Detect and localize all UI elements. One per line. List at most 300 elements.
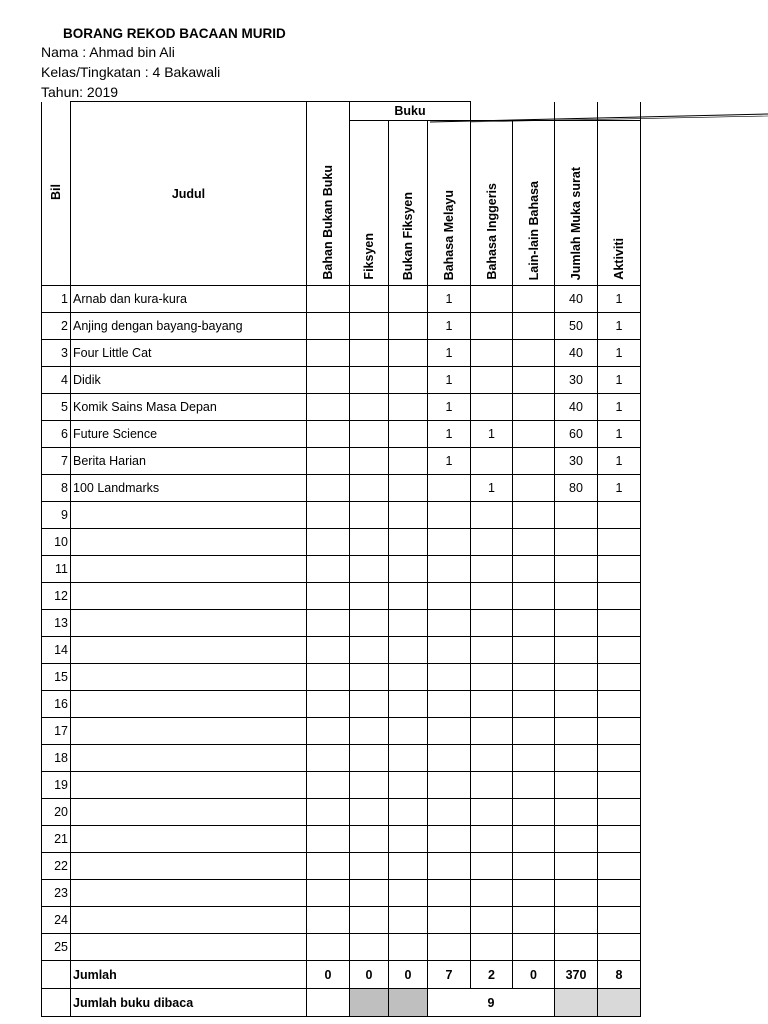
row-bukan-fiksyen bbox=[389, 610, 428, 637]
row-bahan bbox=[307, 853, 350, 880]
row-fiksyen bbox=[350, 799, 389, 826]
row-fiksyen bbox=[350, 421, 389, 448]
row-bil: 6 bbox=[42, 421, 71, 448]
row-judul bbox=[71, 529, 307, 556]
table-row bbox=[42, 286, 641, 313]
row-lain bbox=[513, 826, 555, 853]
row-inggeris bbox=[471, 313, 513, 340]
row-fiksyen bbox=[350, 529, 389, 556]
col-muka-header: Jumlah Muka surat bbox=[555, 121, 598, 286]
row-lain bbox=[513, 718, 555, 745]
table-row bbox=[42, 745, 641, 772]
jumlah-aktiviti: 8 bbox=[598, 961, 641, 989]
row-inggeris bbox=[471, 556, 513, 583]
jumlah-blank bbox=[42, 961, 71, 989]
row-judul bbox=[71, 502, 307, 529]
row-fiksyen bbox=[350, 340, 389, 367]
row-lain bbox=[513, 502, 555, 529]
row-bil: 21 bbox=[42, 826, 71, 853]
table-row bbox=[42, 772, 641, 799]
row-judul bbox=[71, 610, 307, 637]
table-row bbox=[42, 313, 641, 340]
row-fiksyen bbox=[350, 367, 389, 394]
row-bahan bbox=[307, 799, 350, 826]
row-inggeris bbox=[471, 502, 513, 529]
row-bukan-fiksyen bbox=[389, 691, 428, 718]
dibaca-blank bbox=[42, 989, 71, 1017]
row-bil: 16 bbox=[42, 691, 71, 718]
jumlah-bukan-fiksyen: 0 bbox=[389, 961, 428, 989]
table-row bbox=[42, 448, 641, 475]
row-bahan bbox=[307, 610, 350, 637]
row-inggeris bbox=[471, 340, 513, 367]
row-inggeris bbox=[471, 907, 513, 934]
row-melayu bbox=[428, 934, 471, 961]
row-inggeris bbox=[471, 529, 513, 556]
row-bil: 14 bbox=[42, 637, 71, 664]
row-lain bbox=[513, 286, 555, 313]
row-muka bbox=[555, 934, 598, 961]
row-bukan-fiksyen bbox=[389, 718, 428, 745]
row-melayu bbox=[428, 880, 471, 907]
row-melayu bbox=[428, 664, 471, 691]
row-judul: Komik Sains Masa Depan bbox=[71, 394, 307, 421]
row-aktiviti: 1 bbox=[598, 421, 641, 448]
row-muka: 60 bbox=[555, 421, 598, 448]
table-row bbox=[42, 637, 641, 664]
row-bahan bbox=[307, 313, 350, 340]
col-melayu-header: Bahasa Melayu bbox=[428, 121, 471, 286]
row-lain bbox=[513, 907, 555, 934]
row-muka bbox=[555, 610, 598, 637]
row-melayu bbox=[428, 853, 471, 880]
row-fiksyen bbox=[350, 934, 389, 961]
row-melayu bbox=[428, 556, 471, 583]
row-lain bbox=[513, 340, 555, 367]
row-bil: 2 bbox=[42, 313, 71, 340]
row-lain bbox=[513, 691, 555, 718]
row-aktiviti: 1 bbox=[598, 367, 641, 394]
row-judul bbox=[71, 583, 307, 610]
row-inggeris bbox=[471, 367, 513, 394]
row-bukan-fiksyen bbox=[389, 340, 428, 367]
row-melayu bbox=[428, 718, 471, 745]
row-fiksyen bbox=[350, 718, 389, 745]
row-muka: 40 bbox=[555, 340, 598, 367]
table-row bbox=[42, 691, 641, 718]
table-body bbox=[42, 286, 641, 961]
row-aktiviti bbox=[598, 772, 641, 799]
table-row bbox=[42, 340, 641, 367]
row-melayu bbox=[428, 772, 471, 799]
row-inggeris bbox=[471, 664, 513, 691]
row-inggeris bbox=[471, 448, 513, 475]
row-aktiviti bbox=[598, 556, 641, 583]
row-fiksyen bbox=[350, 880, 389, 907]
row-lain bbox=[513, 394, 555, 421]
row-bil: 24 bbox=[42, 907, 71, 934]
row-bahan bbox=[307, 907, 350, 934]
row-fiksyen bbox=[350, 313, 389, 340]
row-lain bbox=[513, 313, 555, 340]
col-fiksyen-header: Fiksyen bbox=[350, 121, 389, 286]
row-fiksyen bbox=[350, 691, 389, 718]
row-inggeris bbox=[471, 718, 513, 745]
row-muka bbox=[555, 529, 598, 556]
col-bil-header: Bil bbox=[42, 102, 71, 286]
row-muka bbox=[555, 853, 598, 880]
row-aktiviti bbox=[598, 610, 641, 637]
row-lain bbox=[513, 880, 555, 907]
row-bahan bbox=[307, 475, 350, 502]
row-fiksyen bbox=[350, 664, 389, 691]
table-row bbox=[42, 529, 641, 556]
row-melayu bbox=[428, 691, 471, 718]
jumlah-melayu: 7 bbox=[428, 961, 471, 989]
row-judul: Four Little Cat bbox=[71, 340, 307, 367]
row-bil: 7 bbox=[42, 448, 71, 475]
row-lain bbox=[513, 475, 555, 502]
row-muka bbox=[555, 826, 598, 853]
row-melayu bbox=[428, 583, 471, 610]
row-muka bbox=[555, 745, 598, 772]
row-judul: 100 Landmarks bbox=[71, 475, 307, 502]
student-name: Nama : Ahmad bin Ali bbox=[41, 44, 175, 60]
row-judul: Didik bbox=[71, 367, 307, 394]
row-inggeris bbox=[471, 394, 513, 421]
row-bahan bbox=[307, 286, 350, 313]
row-bil: 17 bbox=[42, 718, 71, 745]
row-judul bbox=[71, 853, 307, 880]
group-spacer-3 bbox=[598, 102, 641, 121]
row-lain bbox=[513, 583, 555, 610]
row-fiksyen bbox=[350, 475, 389, 502]
row-bukan-fiksyen bbox=[389, 313, 428, 340]
table-row bbox=[42, 610, 641, 637]
dibaca-bukan-fiksyen-shaded bbox=[389, 989, 428, 1017]
table-row bbox=[42, 502, 641, 529]
table-row bbox=[42, 475, 641, 502]
row-judul bbox=[71, 637, 307, 664]
row-bil: 4 bbox=[42, 367, 71, 394]
col-inggeris-header: Bahasa Inggeris bbox=[471, 121, 513, 286]
row-aktiviti bbox=[598, 637, 641, 664]
jumlah-inggeris: 2 bbox=[471, 961, 513, 989]
row-inggeris bbox=[471, 610, 513, 637]
row-bil: 3 bbox=[42, 340, 71, 367]
row-aktiviti bbox=[598, 718, 641, 745]
row-bukan-fiksyen bbox=[389, 880, 428, 907]
row-muka bbox=[555, 502, 598, 529]
row-lain bbox=[513, 367, 555, 394]
row-bil: 13 bbox=[42, 610, 71, 637]
row-judul bbox=[71, 934, 307, 961]
table-row bbox=[42, 367, 641, 394]
row-bukan-fiksyen bbox=[389, 448, 428, 475]
row-judul bbox=[71, 826, 307, 853]
row-fiksyen bbox=[350, 853, 389, 880]
row-fiksyen bbox=[350, 583, 389, 610]
row-melayu bbox=[428, 610, 471, 637]
row-melayu bbox=[428, 745, 471, 772]
row-bil: 15 bbox=[42, 664, 71, 691]
row-lain bbox=[513, 421, 555, 448]
row-muka bbox=[555, 718, 598, 745]
table-row bbox=[42, 421, 641, 448]
row-aktiviti: 1 bbox=[598, 313, 641, 340]
row-fiksyen bbox=[350, 907, 389, 934]
row-bukan-fiksyen bbox=[389, 367, 428, 394]
row-inggeris bbox=[471, 826, 513, 853]
row-aktiviti: 1 bbox=[598, 286, 641, 313]
row-melayu: 1 bbox=[428, 421, 471, 448]
jumlah-bahan: 0 bbox=[307, 961, 350, 989]
row-muka: 30 bbox=[555, 448, 598, 475]
row-bahan bbox=[307, 340, 350, 367]
row-aktiviti bbox=[598, 853, 641, 880]
row-bukan-fiksyen bbox=[389, 475, 428, 502]
row-bukan-fiksyen bbox=[389, 934, 428, 961]
row-bil: 1 bbox=[42, 286, 71, 313]
table-row bbox=[42, 556, 641, 583]
row-melayu bbox=[428, 502, 471, 529]
row-aktiviti bbox=[598, 799, 641, 826]
row-muka: 30 bbox=[555, 367, 598, 394]
row-fiksyen bbox=[350, 610, 389, 637]
row-judul: Berita Harian bbox=[71, 448, 307, 475]
row-bukan-fiksyen bbox=[389, 799, 428, 826]
row-inggeris: 1 bbox=[471, 421, 513, 448]
row-judul bbox=[71, 880, 307, 907]
row-bahan bbox=[307, 772, 350, 799]
table-row bbox=[42, 718, 641, 745]
row-aktiviti bbox=[598, 529, 641, 556]
table-row bbox=[42, 664, 641, 691]
row-muka bbox=[555, 691, 598, 718]
row-bukan-fiksyen bbox=[389, 502, 428, 529]
row-muka bbox=[555, 799, 598, 826]
row-aktiviti bbox=[598, 907, 641, 934]
row-bahan bbox=[307, 448, 350, 475]
row-muka: 40 bbox=[555, 394, 598, 421]
row-inggeris bbox=[471, 934, 513, 961]
col-lain-header: Lain-lain Bahasa bbox=[513, 121, 555, 286]
row-muka bbox=[555, 907, 598, 934]
group-buku-header: Buku bbox=[350, 102, 471, 121]
row-judul bbox=[71, 772, 307, 799]
row-bukan-fiksyen bbox=[389, 556, 428, 583]
group-header-row bbox=[42, 102, 641, 121]
row-bil: 23 bbox=[42, 880, 71, 907]
row-inggeris bbox=[471, 745, 513, 772]
row-bahan bbox=[307, 556, 350, 583]
row-lain bbox=[513, 799, 555, 826]
row-bahan bbox=[307, 691, 350, 718]
dibaca-aktiviti-shaded bbox=[598, 989, 641, 1017]
row-aktiviti bbox=[598, 934, 641, 961]
row-aktiviti: 1 bbox=[598, 475, 641, 502]
row-inggeris bbox=[471, 880, 513, 907]
row-inggeris bbox=[471, 772, 513, 799]
row-lain bbox=[513, 448, 555, 475]
table-row bbox=[42, 394, 641, 421]
row-judul bbox=[71, 718, 307, 745]
row-bukan-fiksyen bbox=[389, 772, 428, 799]
row-melayu bbox=[428, 529, 471, 556]
row-aktiviti bbox=[598, 502, 641, 529]
row-bahan bbox=[307, 367, 350, 394]
row-melayu bbox=[428, 799, 471, 826]
dibaca-value: 9 bbox=[428, 989, 555, 1017]
row-lain bbox=[513, 853, 555, 880]
row-bahan bbox=[307, 421, 350, 448]
row-muka: 80 bbox=[555, 475, 598, 502]
row-fiksyen bbox=[350, 826, 389, 853]
row-fiksyen bbox=[350, 745, 389, 772]
row-melayu: 1 bbox=[428, 394, 471, 421]
row-lain bbox=[513, 664, 555, 691]
row-muka bbox=[555, 556, 598, 583]
row-muka bbox=[555, 637, 598, 664]
row-melayu bbox=[428, 826, 471, 853]
row-bil: 8 bbox=[42, 475, 71, 502]
row-muka: 40 bbox=[555, 286, 598, 313]
row-bahan bbox=[307, 745, 350, 772]
row-bukan-fiksyen bbox=[389, 664, 428, 691]
row-judul: Anjing dengan bayang-bayang bbox=[71, 313, 307, 340]
row-bukan-fiksyen bbox=[389, 529, 428, 556]
row-aktiviti: 1 bbox=[598, 448, 641, 475]
row-lain bbox=[513, 610, 555, 637]
row-bahan bbox=[307, 934, 350, 961]
row-melayu bbox=[428, 907, 471, 934]
row-bil: 5 bbox=[42, 394, 71, 421]
row-judul bbox=[71, 907, 307, 934]
row-aktiviti bbox=[598, 583, 641, 610]
row-fiksyen bbox=[350, 286, 389, 313]
row-bukan-fiksyen bbox=[389, 637, 428, 664]
row-judul bbox=[71, 691, 307, 718]
row-melayu: 1 bbox=[428, 448, 471, 475]
row-bahan bbox=[307, 718, 350, 745]
row-bahan bbox=[307, 502, 350, 529]
row-bahan bbox=[307, 529, 350, 556]
row-aktiviti bbox=[598, 664, 641, 691]
row-lain bbox=[513, 637, 555, 664]
dibaca-muka-shaded bbox=[555, 989, 598, 1017]
row-melayu bbox=[428, 475, 471, 502]
student-class: Kelas/Tingkatan : 4 Bakawali bbox=[41, 64, 221, 80]
group-spacer bbox=[471, 102, 555, 121]
jumlah-muka: 370 bbox=[555, 961, 598, 989]
col-bukan-fiksyen-header: Bukan Fiksyen bbox=[389, 121, 428, 286]
dibaca-bahan bbox=[307, 989, 350, 1017]
row-fiksyen bbox=[350, 637, 389, 664]
reading-record-table bbox=[41, 101, 641, 1017]
row-muka bbox=[555, 664, 598, 691]
table-row bbox=[42, 799, 641, 826]
row-lain bbox=[513, 529, 555, 556]
row-aktiviti bbox=[598, 691, 641, 718]
row-bukan-fiksyen bbox=[389, 745, 428, 772]
row-muka: 50 bbox=[555, 313, 598, 340]
row-fiksyen bbox=[350, 556, 389, 583]
table-row bbox=[42, 853, 641, 880]
row-inggeris: 1 bbox=[471, 475, 513, 502]
row-bukan-fiksyen bbox=[389, 853, 428, 880]
row-inggeris bbox=[471, 853, 513, 880]
row-bahan bbox=[307, 583, 350, 610]
row-melayu: 1 bbox=[428, 286, 471, 313]
row-fiksyen bbox=[350, 502, 389, 529]
col-aktiviti-header: Aktiviti bbox=[598, 121, 641, 286]
row-judul: Future Science bbox=[71, 421, 307, 448]
row-bahan bbox=[307, 826, 350, 853]
row-melayu: 1 bbox=[428, 367, 471, 394]
row-bil: 9 bbox=[42, 502, 71, 529]
row-bahan bbox=[307, 880, 350, 907]
row-judul: Arnab dan kura-kura bbox=[71, 286, 307, 313]
row-fiksyen bbox=[350, 448, 389, 475]
row-judul bbox=[71, 664, 307, 691]
row-melayu bbox=[428, 637, 471, 664]
row-bil: 10 bbox=[42, 529, 71, 556]
jumlah-row bbox=[42, 961, 641, 989]
table-row bbox=[42, 880, 641, 907]
table-row bbox=[42, 907, 641, 934]
col-bahan-header: Bahan Bukan Buku bbox=[307, 102, 350, 286]
row-bil: 18 bbox=[42, 745, 71, 772]
row-aktiviti bbox=[598, 880, 641, 907]
row-bil: 19 bbox=[42, 772, 71, 799]
group-spacer-2 bbox=[555, 102, 598, 121]
row-muka bbox=[555, 772, 598, 799]
row-muka bbox=[555, 880, 598, 907]
row-judul bbox=[71, 745, 307, 772]
row-inggeris bbox=[471, 286, 513, 313]
row-judul bbox=[71, 799, 307, 826]
row-bukan-fiksyen bbox=[389, 286, 428, 313]
jumlah-lain: 0 bbox=[513, 961, 555, 989]
dibaca-fiksyen-shaded bbox=[350, 989, 389, 1017]
col-judul-header: Judul bbox=[71, 102, 307, 286]
record-year: Tahun: 2019 bbox=[41, 84, 119, 100]
row-bukan-fiksyen bbox=[389, 421, 428, 448]
row-aktiviti: 1 bbox=[598, 340, 641, 367]
row-bukan-fiksyen bbox=[389, 826, 428, 853]
row-bil: 11 bbox=[42, 556, 71, 583]
table-row bbox=[42, 934, 641, 961]
row-bukan-fiksyen bbox=[389, 583, 428, 610]
row-inggeris bbox=[471, 799, 513, 826]
row-lain bbox=[513, 556, 555, 583]
row-bil: 25 bbox=[42, 934, 71, 961]
form-title: BORANG REKOD BACAAN MURID bbox=[63, 26, 286, 41]
row-bukan-fiksyen bbox=[389, 394, 428, 421]
row-inggeris bbox=[471, 637, 513, 664]
row-fiksyen bbox=[350, 772, 389, 799]
row-aktiviti: 1 bbox=[598, 394, 641, 421]
row-muka bbox=[555, 583, 598, 610]
row-bahan bbox=[307, 664, 350, 691]
row-lain bbox=[513, 772, 555, 799]
jumlah-fiksyen: 0 bbox=[350, 961, 389, 989]
row-bahan bbox=[307, 637, 350, 664]
row-inggeris bbox=[471, 691, 513, 718]
row-lain bbox=[513, 934, 555, 961]
row-melayu: 1 bbox=[428, 340, 471, 367]
dibaca-label: Jumlah buku dibaca bbox=[71, 989, 307, 1017]
